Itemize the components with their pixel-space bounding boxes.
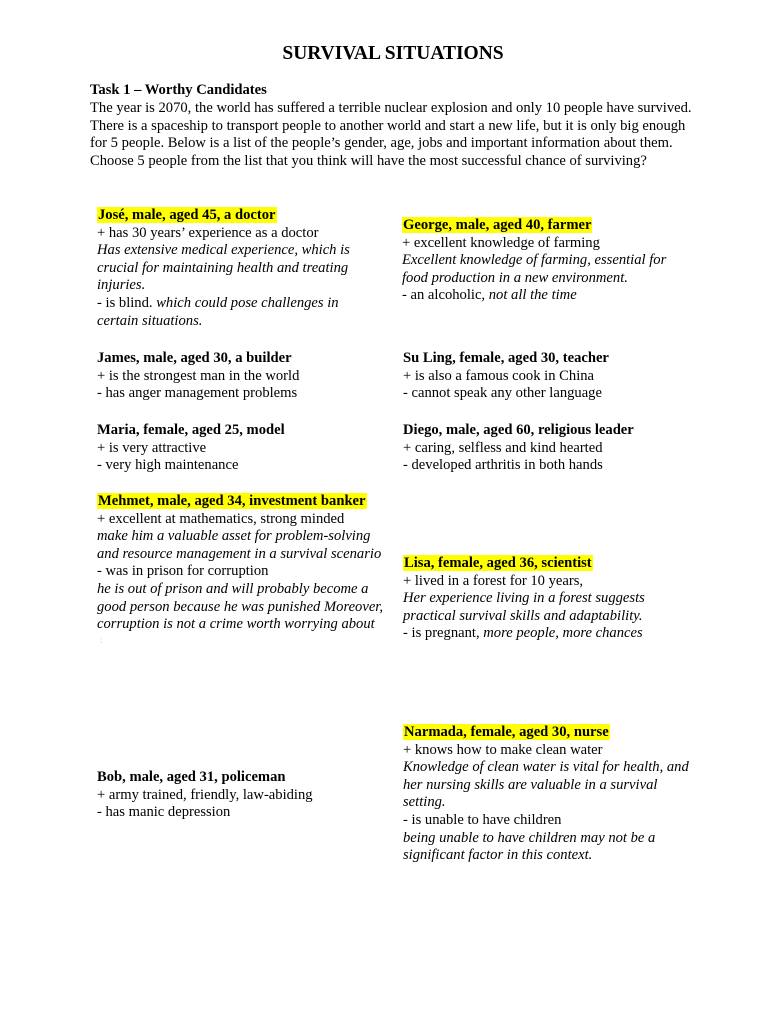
candidate-weakness: - was in prison for corruption xyxy=(97,563,269,580)
candidate-weakness: - has anger management problems xyxy=(97,385,298,402)
candidate-name: Su Ling, female, aged 30, teacher xyxy=(403,350,609,366)
task-intro: The year is 2070, the world has suffered a terrible nuclear explosion and only 10 people have survived. There is a spaceship to transport people to another world and start a new life, but it is only big enough for 5 people. Below is a list of the people’s gender, age, jobs and important information about them. Choose 5 people from the list that you think will have the most successful chance of surviving? xyxy=(90,100,692,169)
candidate-weakness: - very high maintenance xyxy=(97,457,239,474)
candidate-strength: + is also a famous cook in China xyxy=(403,367,595,384)
candidate-mehmet xyxy=(97,493,385,646)
candidate-weakness: - cannot speak any other language xyxy=(403,385,602,402)
candidate-james xyxy=(97,350,387,403)
candidate-strength-note: make him a valuable asset for problem-solving and resource management in a survival scenario xyxy=(97,528,382,562)
candidate-name: James, male, aged 30, a builder xyxy=(97,350,292,366)
candidate-weakness-note: being unable to have children may not be a significant factor in this context. xyxy=(403,829,656,864)
candidate-name: José, male, aged 45, a doctor xyxy=(98,207,276,223)
candidate-diego xyxy=(403,422,703,475)
candidate-weakness: - an alcoholic, xyxy=(402,287,486,304)
candidate-weakness: - is unable to have children xyxy=(403,811,562,828)
candidate-strength: + excellent at mathematics, strong minded xyxy=(97,510,345,527)
candidate-weakness-note: more people, more chances xyxy=(483,625,643,642)
candidate-lisa xyxy=(403,555,683,643)
candidate-strength: + is the strongest man in the world xyxy=(97,367,300,384)
candidate-maria xyxy=(97,422,387,475)
candidate-george xyxy=(402,217,687,305)
candidate-name: Narmada, female, aged 30, nurse xyxy=(404,724,609,740)
candidate-strength-note: Her experience living in a forest suggests practical survival skills and adaptability. xyxy=(403,590,645,624)
candidate-name: Bob, male, aged 31, policeman xyxy=(97,769,286,785)
candidate-weakness: - developed arthritis in both hands xyxy=(403,457,603,474)
empty-paragraph-mark: : xyxy=(97,633,103,646)
candidate-strength: + excellent knowledge of farming xyxy=(402,234,600,251)
candidate-strength: + has 30 years’ experience as a doctor xyxy=(97,224,319,241)
candidate-name: George, male, aged 40, farmer xyxy=(403,217,592,233)
candidate-suling xyxy=(403,350,693,403)
candidate-bob xyxy=(97,769,387,822)
candidate-weakness: - is blind. xyxy=(97,294,153,311)
candidate-strength-note: Has extensive medical experience, which is crucial for maintaining health and treating injuries. xyxy=(97,242,350,294)
candidate-strength: + army trained, friendly, law-abiding xyxy=(97,786,313,803)
candidate-jose xyxy=(97,207,372,330)
candidate-narmada xyxy=(403,724,698,865)
candidate-name: Mehmet, male, aged 34, investment banker xyxy=(98,493,366,509)
candidate-name: Maria, female, aged 25, model xyxy=(97,422,285,438)
candidate-weakness-note: he is out of prison and will probably become a good person because he was punished Moreover, corruption is not a crime worth worrying about xyxy=(97,580,384,633)
task-heading: Task 1 – Worthy Candidates xyxy=(90,82,267,98)
candidate-weakness-note: which could pose challenges in certain situations. xyxy=(97,294,339,329)
candidate-weakness-note: not all the time xyxy=(488,287,577,304)
candidate-strength: + knows how to make clean water xyxy=(403,741,603,758)
candidate-strength: + lived in a forest for 10 years, xyxy=(403,572,584,589)
candidate-weakness: - has manic depression xyxy=(97,804,231,821)
candidate-name: Diego, male, aged 60, religious leader xyxy=(403,422,634,438)
candidate-weakness: - is pregnant, xyxy=(403,625,480,642)
candidate-strength-note: Knowledge of clean water is vital for health, and her nursing skills are valuable in a survival setting. xyxy=(403,759,689,811)
candidate-strength: + is very attractive xyxy=(97,439,207,456)
candidate-strength: + caring, selfless and kind hearted xyxy=(403,439,603,456)
candidate-name: Lisa, female, aged 36, scientist xyxy=(404,555,592,571)
page-title: SURVIVAL SITUATIONS xyxy=(282,43,504,64)
candidate-strength-note: Excellent knowledge of farming, essential for food production in a new environment. xyxy=(402,252,667,286)
